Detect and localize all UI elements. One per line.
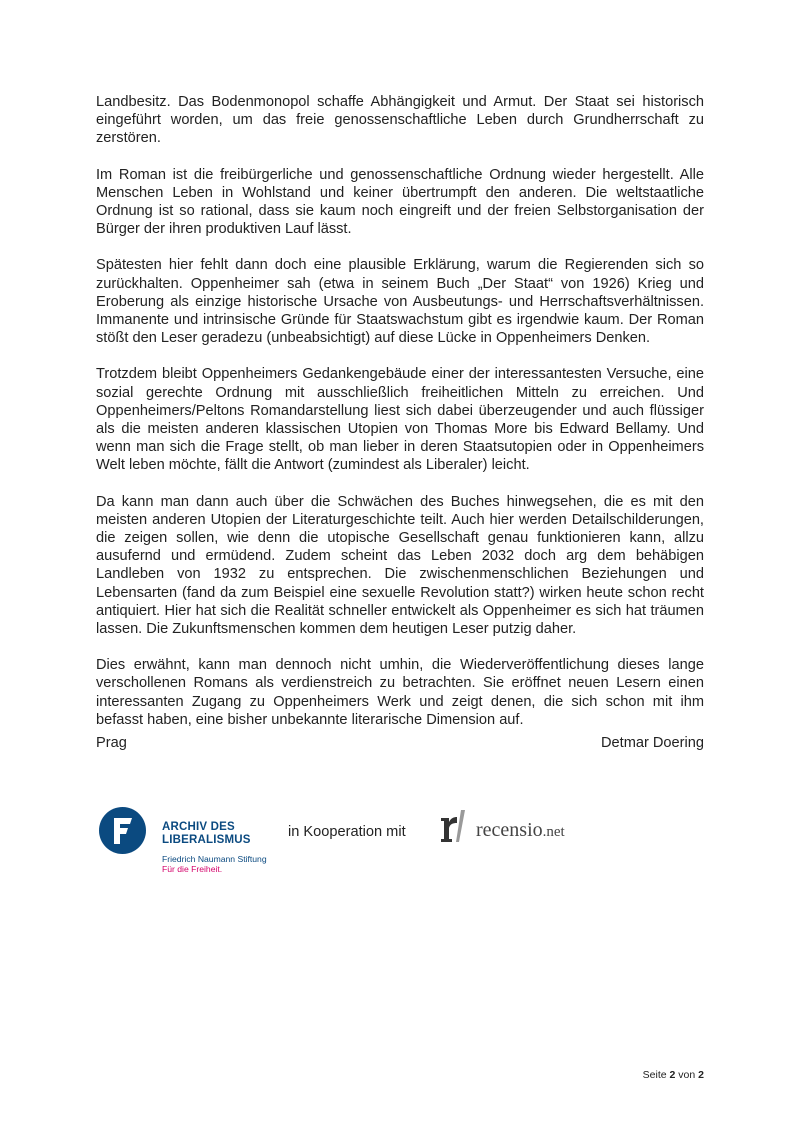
- fnf-f-glyph: [99, 807, 146, 854]
- page-body: [96, 93, 704, 747]
- paragraph-3: Spätesten hier fehlt dann doch eine plausible Erklärung, warum die Regierenden sich so zurückhalten. Oppenheimer sah (etwa in seinem Buch „Der Staat“ von 1926) Krieg und Eroberung als einzige historische Ursache von Ausbeutungs- und Herrschaftsverhältnissen. Immanente und intrinsische Gründe für Staatswachstum gibt es irgendwie kaum. Der Roman stößt den Leser geradezu (unbeabsichtigt) auf diese Lücke in Oppenheimers Denken.: [96, 257, 704, 347]
- paragraph-6: Dies erwähnt, kann man dennoch nicht umhin, die Wiederveröffentlichung dieses lange verschollenen Romans als verdienstreich zu betrachten. Sie eröffnet neuen Lesern einen interessanten Zugang zu Oppenheimers Werk und zeigt denen, die sich schon mit ihm befasst haben, eine bisher unbekannte literarische Dimension auf.: [96, 657, 704, 728]
- page-number-middle: von: [678, 1069, 696, 1081]
- paragraph-5: Da kann man dann auch über die Schwächen des Buches hinwegsehen, die es mit den meisten anderen Utopien der Literaturgeschichte teilt. Auch hier werden Detailschilderungen, die zeigen sollen, wie denn die utopische Gesellschaft genau funktionieren kann, allzu ausufernd und ermüdend. Zudem scheint das Leben 2032 doch arg dem behäbigen Landleben von 1932 zu entsprechen. Die zwischenmenschlichen Beziehungen und Lebensarten (fand da zum Beispiel eine sexuelle Revolution statt?) wirken heute schon recht antiquiert. Hier hat sich die Realität schneller entwickelt als Oppenheimer es sich hat träumen lassen. Die Zukunftsmenschen kommen dem heutigen Leser putzig daher.: [96, 493, 704, 638]
- fnf-logo-icon: [99, 807, 146, 854]
- cooperation-text: in Kooperation mit: [288, 824, 406, 840]
- recensio-wordmark: [476, 818, 565, 844]
- page-number-current: 2: [669, 1069, 676, 1081]
- signature-author: Detmar Doering: [600, 735, 704, 751]
- page-number-prefix: Seite: [642, 1069, 667, 1081]
- archiv-des-liberalismus-logo: [99, 807, 299, 877]
- page-number: [560, 1069, 704, 1082]
- foundation-name: Friedrich Naumann Stiftung: [162, 854, 267, 864]
- paragraph-4: Trotzdem bleibt Oppenheimers Gedankengebäude einer der interessantesten Versuche, eine sozial gerechte Ordnung mit ausschließlich freiheitlichen Mitteln zu erreichen. Und Oppenheimers/Peltons Romandarstellung liest sich dabei überzeugender und auch flüssiger als die meisten anderen klassischen Utopien von Thomas More bis Edward Bellamy. Und wenn man sich die Frage stellt, ob man lieber in deren Staatsutopien oder in Oppenheimers Welt leben möchte, fällt die Antwort (zumindest als Liberaler) leicht.: [96, 366, 704, 474]
- recensio-logo: [439, 808, 599, 848]
- page-number-total: 2: [698, 1069, 704, 1081]
- recensio-r-mark-icon: [439, 808, 469, 844]
- archive-name: [162, 821, 251, 847]
- archive-name-line2: LIBERALISMUS: [162, 834, 251, 846]
- recensio-tld: .net: [542, 824, 565, 840]
- signature-place: Prag: [96, 735, 127, 751]
- signature-row: [96, 734, 704, 752]
- archive-name-line1: ARCHIV DES: [162, 821, 235, 833]
- recensio-name: recensio: [476, 819, 543, 841]
- paragraph-1: Landbesitz. Das Bodenmonopol schaffe Abhängigkeit und Armut. Der Staat sei historisch eingeführt worden, um das freie genossenschaftliche Leben durch Grundherrschaft zu zerstören.: [96, 94, 704, 147]
- foundation-tagline: Für die Freiheit.: [162, 864, 223, 874]
- paragraph-2: Im Roman ist die freibürgerliche und genossenschaftliche Ordnung wieder hergestellt. Alle Menschen Leben in Wohlstand und keiner übertrumpft den anderen. Die weltstaatliche Ordnung ist so rational, dass sie kaum noch eingreift und der freien Selbstorganisation der Bürger der ihren produktiven Lauf lässt.: [96, 166, 704, 238]
